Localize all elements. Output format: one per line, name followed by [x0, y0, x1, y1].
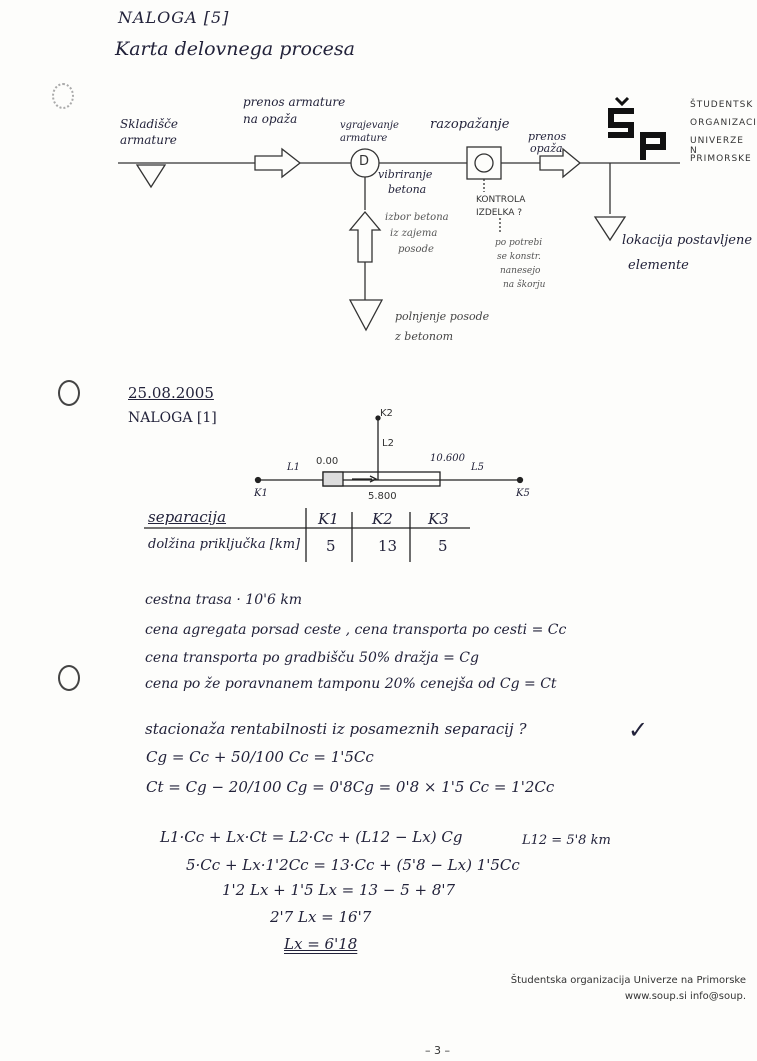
table-val-k1: 5: [326, 537, 336, 555]
equation-ct: Ct = Cg − 20/100 Cg = 0'8Cg = 0'8 × 1'5 Cc = 1'2Cc: [146, 778, 555, 796]
page-title: Karta delovnega procesa: [115, 38, 355, 60]
note-transport: cena transporta po gradbišču 50% dražja = Cg: [145, 650, 479, 666]
pour-label-3: posode: [398, 244, 434, 255]
task1-title: NALOGA [1]: [128, 410, 217, 426]
table-val-k3: 5: [438, 537, 448, 555]
defect-label-2: se konstr.: [497, 252, 541, 262]
transport-label-2: na opaža: [243, 112, 298, 126]
org-line-4: PRIMORSKE: [690, 154, 752, 164]
fill-label: polnjenje posode: [395, 310, 490, 323]
fill-label-2: z betonom: [395, 330, 454, 343]
table-val-k2: 13: [378, 537, 398, 555]
task1-date: 25.08.2005: [128, 384, 214, 402]
side-note-l12: L12 = 5'8 km: [522, 833, 611, 848]
table-header-label: separacija: [148, 508, 227, 526]
question: stacionaža rentabilnosti iz posameznih separacij ?: [145, 720, 527, 738]
equation-balance: L1·Cc + Lx·Ct = L2·Cc + (L12 − Lx) Cg: [160, 828, 463, 846]
pour-label: izbor betona: [385, 212, 449, 223]
org-line-1: ŠTUDENTSK: [690, 100, 754, 110]
transport2-label: prenos: [528, 130, 567, 143]
page-number: – 3 –: [425, 1044, 450, 1057]
stripping-label: razopažanje: [430, 117, 510, 132]
l2-label: L2: [382, 438, 394, 449]
equation-combined: 2'7 Lx = 16'7: [270, 908, 372, 926]
transport2-label-2: opaža: [530, 142, 563, 155]
control-label-2: IZDELKA ?: [476, 208, 522, 218]
operation-label: vgrajevanje: [340, 120, 399, 131]
table-col-k3: K3: [428, 510, 449, 528]
transport-label: prenos armature: [243, 95, 346, 109]
stock-label-2: elemente: [628, 258, 689, 273]
org-line-3: UNIVERZE N: [690, 136, 744, 156]
vibrating-label: vibriranje: [378, 168, 433, 181]
l5-label: L5: [471, 462, 485, 473]
equation-simplified: 1'2 Lx + 1'5 Lx = 13 − 5 + 8'7: [222, 881, 456, 899]
right-value: 10.600: [430, 453, 465, 464]
table-row-label: dolžina priključka [km]: [148, 537, 301, 552]
storage-label-2: armature: [120, 133, 177, 147]
defect-label-4: na škorju: [503, 280, 546, 290]
middle-value: 5.800: [368, 491, 397, 502]
equation-cg: Cg = Cc + 50/100 Cc = 1'5Cc: [146, 748, 374, 766]
footer-org: Študentska organizacija Univerze na Primorske: [510, 975, 746, 986]
control-label: KONTROLA: [476, 195, 526, 205]
defect-label: po potrebi: [495, 238, 543, 248]
note-aggregate: cena agregata porsad ceste , cena transporta po cesti = Cc: [145, 622, 567, 638]
pour-label-2: iz zajema: [390, 228, 438, 239]
vibrating-label-2: betona: [388, 183, 427, 196]
check-mark: ✓: [628, 716, 649, 744]
storage-label: Skladišče: [120, 117, 178, 131]
k1-label: K1: [254, 488, 268, 499]
k2-label: K2: [380, 408, 393, 419]
table-col-k2: K2: [372, 510, 393, 528]
note-tampon: cena po že poravnanem tamponu 20% cenejša od Cg = Ct: [145, 676, 557, 692]
stock-label: lokacija postavljene: [622, 233, 753, 248]
table-col-k1: K1: [318, 510, 339, 528]
left-value: 0.00: [316, 456, 339, 467]
task-number: NALOGA [5]: [118, 8, 230, 27]
k5-label: K5: [516, 488, 530, 499]
footer-contact: www.soup.si info@soup.: [624, 991, 746, 1002]
equation-result: Lx = 6'18: [284, 935, 358, 953]
equation-substituted: 5·Cc + Lx·1'2Cc = 13·Cc + (5'8 − Lx) 1'5Cc: [186, 856, 520, 874]
defect-label-3: nanesejo: [500, 266, 541, 276]
operation-label-2: armature: [340, 133, 388, 144]
org-line-2: ORGANIZACI: [690, 118, 757, 128]
note-route: cestna trasa · 10'6 km: [145, 592, 303, 608]
l1-label: L1: [287, 462, 301, 473]
operation-symbol: D: [359, 154, 370, 169]
